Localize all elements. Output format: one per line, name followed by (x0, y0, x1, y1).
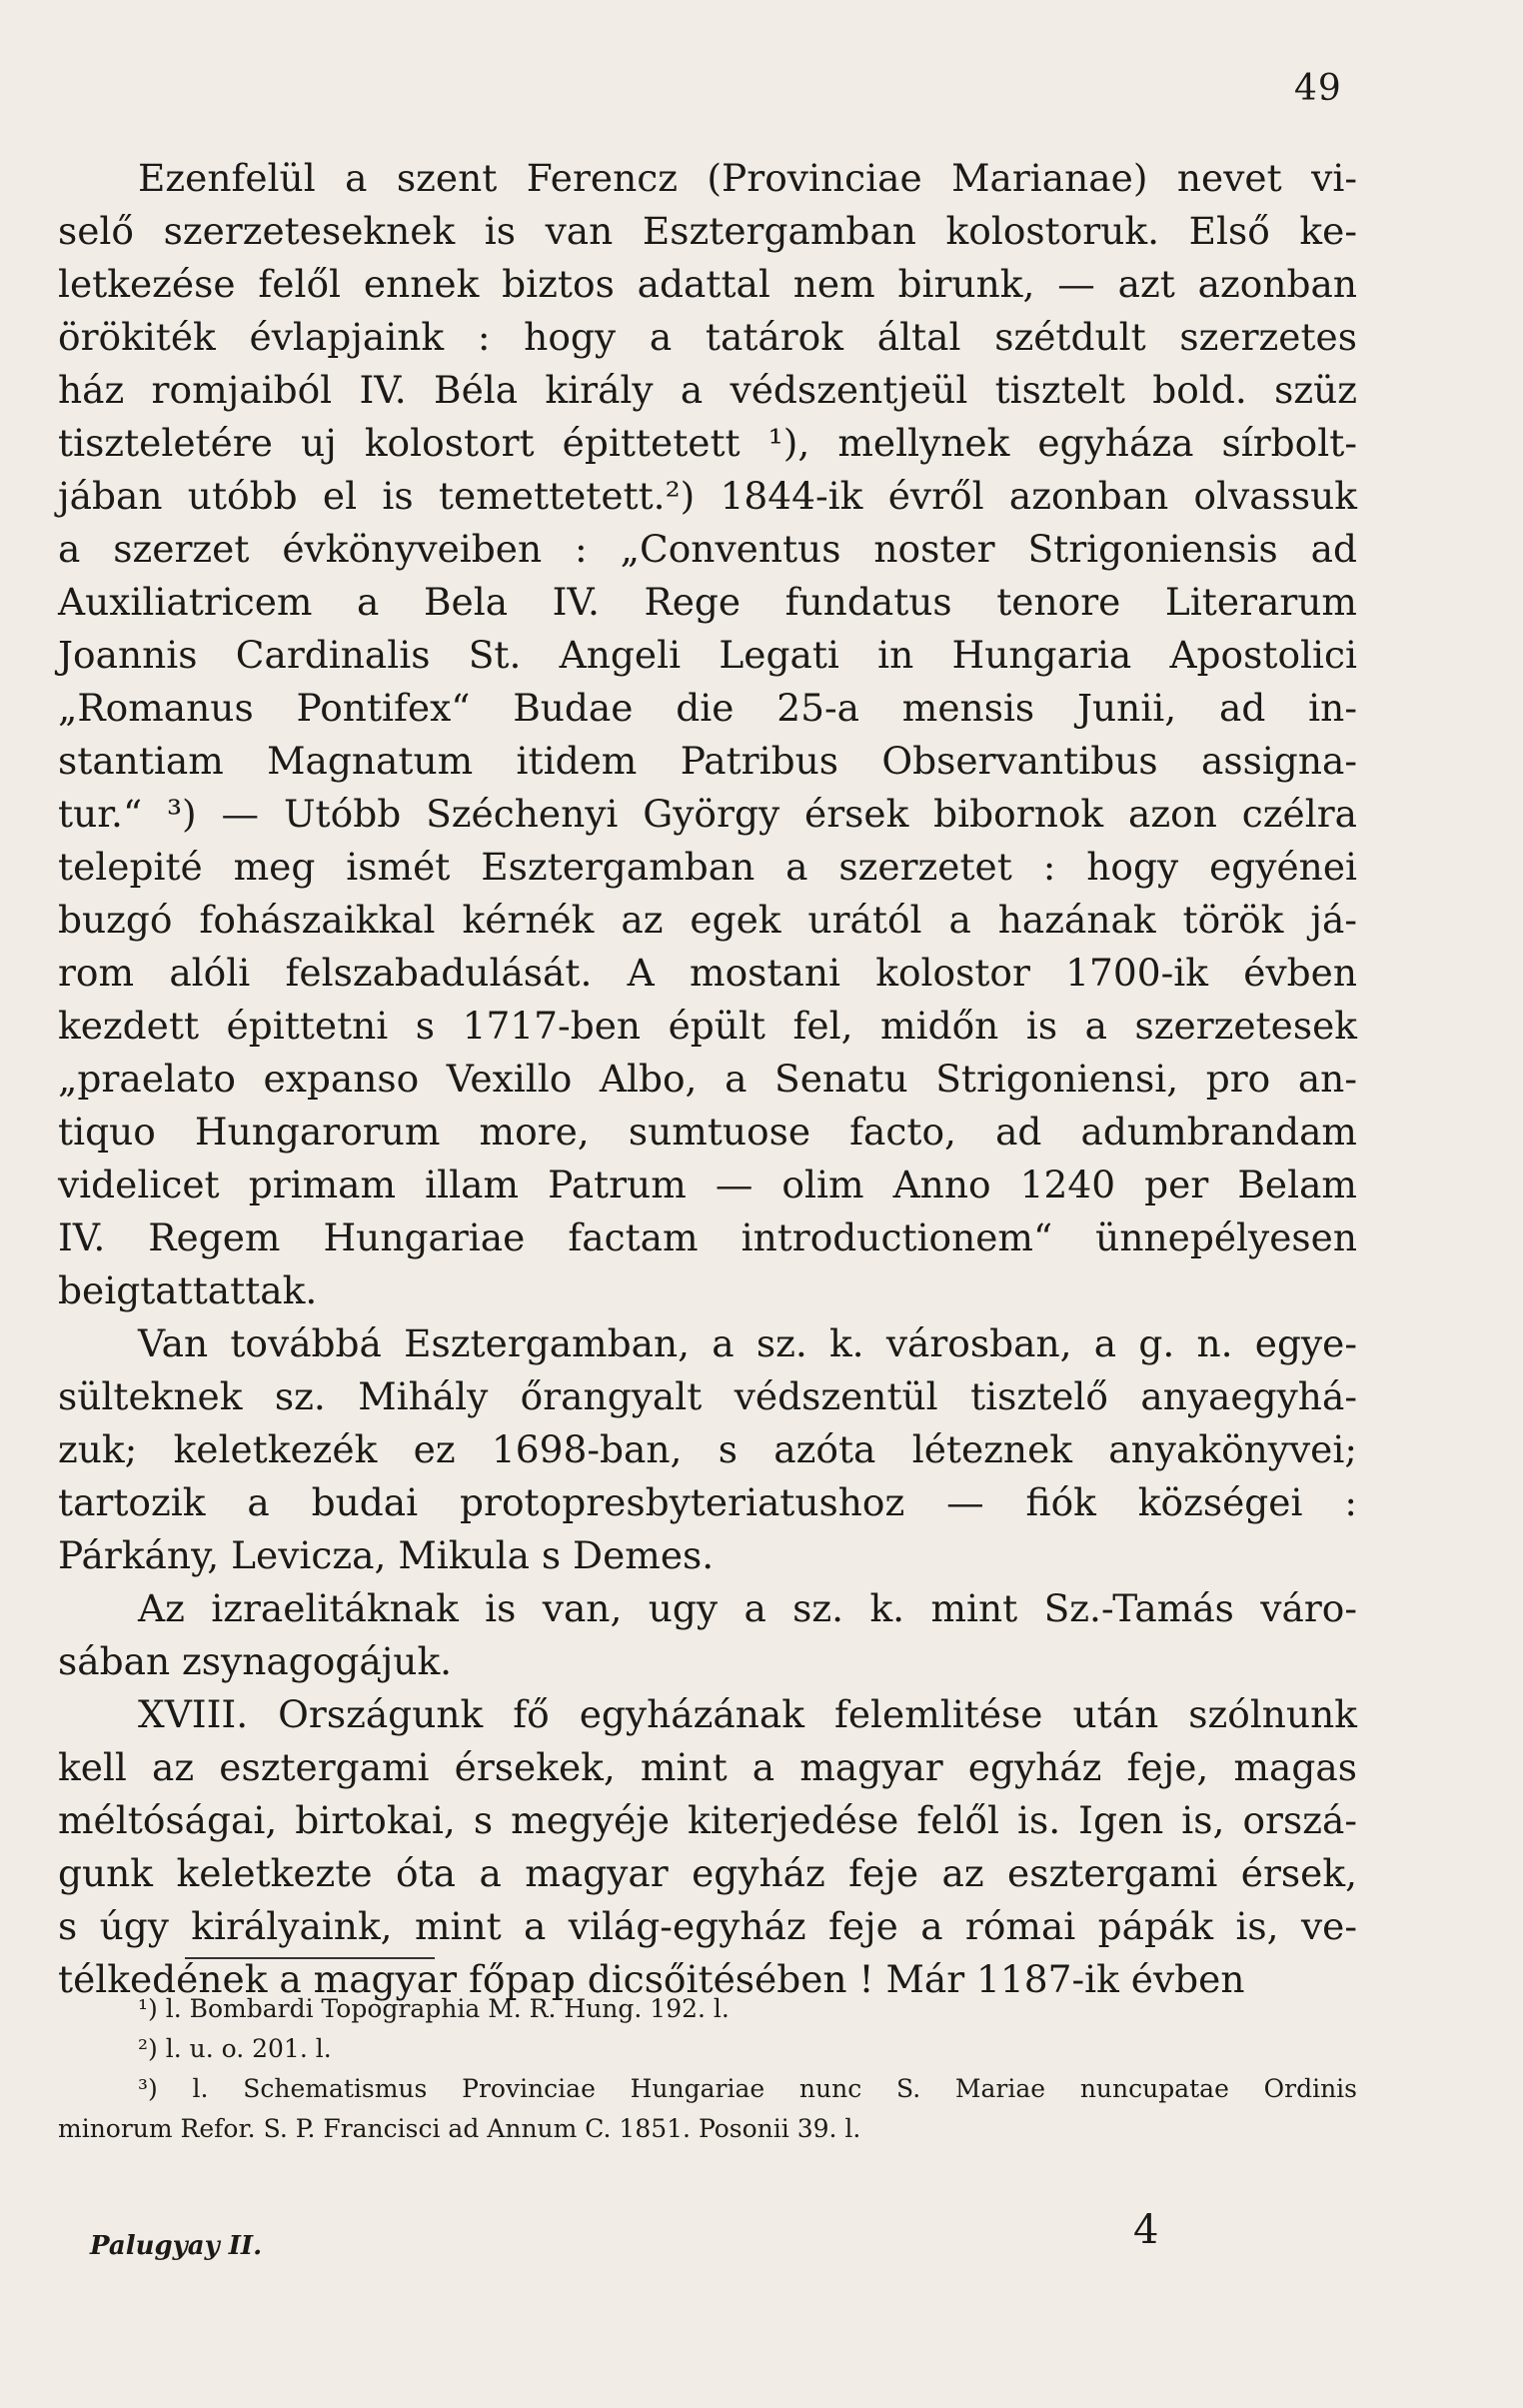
footnote-line: minorum Refor. S. P. Francisci ad Annum C. 1851. Posonii 39. l. (58, 2114, 861, 2143)
footnote-divider (185, 1957, 435, 1959)
text-line: Az izraelitáknak is van, ugy a sz. k. mint Sz.-Tamás váro- (138, 1586, 1357, 1630)
text-line: sülteknek sz. Mihály őrangyalt védszentül tisztelő anyaegyhá- (58, 1374, 1357, 1418)
text-line: buzgó fohászaikkal kérnék az egek urától a hazának török já- (58, 898, 1357, 942)
text-line: télkedének a magyar főpap dicsőitésében ! Már 1187-ik évben (58, 1957, 1245, 2001)
footnote-line: ³) l. Schematismus Provinciae Hungariae nunc S. Mariae nuncupatae Ordinis (138, 2074, 1357, 2103)
text-line: XVIII. Országunk fő egyházának felemlitése után szólnunk (138, 1692, 1357, 1736)
footnote-line: ¹) l. Bombardi Topographia M. R. Hung. 192. l. (138, 1994, 730, 2023)
text-line: gunk keletkezte óta a magyar egyház feje az esztergami érsek, (58, 1851, 1357, 1895)
text-line: videlicet primam illam Patrum — olim Anno 1240 per Belam (58, 1163, 1357, 1206)
text-line: sában zsynagogájuk. (58, 1639, 453, 1683)
text-line: ház romjaiból IV. Béla király a védszentjeül tisztelt bold. szüz (58, 368, 1357, 412)
text-line: zuk; keletkezék ez 1698-ban, s azóta léteznek anyakönyvei; (58, 1427, 1357, 1471)
footnotes (58, 1989, 1357, 2149)
text-line: tur.“ ³) — Utóbb Széchenyi György érsek bibornok azon czélra (58, 792, 1357, 836)
body-text (58, 152, 1357, 2006)
text-line: kezdett épittetni s 1717-ben épült fel, midőn is a szerzetesek (58, 1004, 1357, 1048)
text-line: rom alóli felszabadulását. A mostani kolostor 1700-ik évben (58, 951, 1357, 995)
text-line: s úgy királyaink, mint a világ-egyház feje a római pápák is, ve- (58, 1904, 1357, 1948)
text-line: Párkány, Levicza, Mikula s Demes. (58, 1533, 715, 1577)
text-line: „praelato expanso Vexillo Albo, a Senatu Strigoniensi, pro an- (58, 1057, 1357, 1101)
text-line: selő szerzeteseknek is van Esztergamban kolostoruk. Első ke- (58, 209, 1357, 253)
text-line: Ezenfelül a szent Ferencz (Provinciae Marianae) nevet vi- (138, 156, 1357, 200)
text-line: tiquo Hungarorum more, sumtuose facto, ad adumbrandam (58, 1110, 1357, 1154)
text-line: Van továbbá Esztergamban, a sz. k. városban, a g. n. egye- (138, 1321, 1357, 1365)
signature-number: 4 (1133, 2207, 1159, 2253)
text-line: „Romanus Pontifex“ Budae die 25-a mensis Junii, ad in- (58, 686, 1357, 730)
text-line: méltóságai, birtokai, s megyéje kiterjedése felől is. Igen is, orszá- (58, 1798, 1357, 1842)
text-line: letkezése felől ennek biztos adattal nem birunk, — azt azonban (58, 262, 1357, 306)
text-line: IV. Regem Hungariae factam introductionem“ ünnepélyesen (58, 1215, 1357, 1259)
text-line: Auxiliatricem a Bela IV. Rege fundatus tenore Literarum (58, 580, 1357, 624)
footnote-line: ²) l. u. o. 201. l. (138, 2034, 332, 2063)
text-line: stantiam Magnatum itidem Patribus Observantibus assigna- (58, 739, 1357, 783)
text-line: tiszteletére uj kolostort épittetett ¹), mellynek egyháza sírbolt- (58, 421, 1357, 465)
text-line: örökiték évlapjaink : hogy a tatárok által szétdult szerzetes (58, 315, 1357, 359)
text-line: jában utóbb el is temettetett.²) 1844-ik évről azonban olvassuk (58, 474, 1357, 518)
text-line: telepité meg ismét Esztergamban a szerzetet : hogy egyénei (58, 845, 1357, 889)
text-line: tartozik a budai protopresbyteriatushoz — fiók községei : (58, 1480, 1357, 1524)
page-number: 49 (1294, 68, 1342, 109)
text-line: Joannis Cardinalis St. Angeli Legati in Hungaria Apostolici (58, 633, 1357, 677)
printer-signature: Palugyay II. (90, 2231, 263, 2261)
text-line: a szerzet évkönyveiben : „Conventus noster Strigoniensis ad (58, 527, 1357, 571)
text-line: beigtattattak. (58, 1268, 318, 1312)
text-line: kell az esztergami érsekek, mint a magyar egyház feje, magas (58, 1745, 1357, 1789)
